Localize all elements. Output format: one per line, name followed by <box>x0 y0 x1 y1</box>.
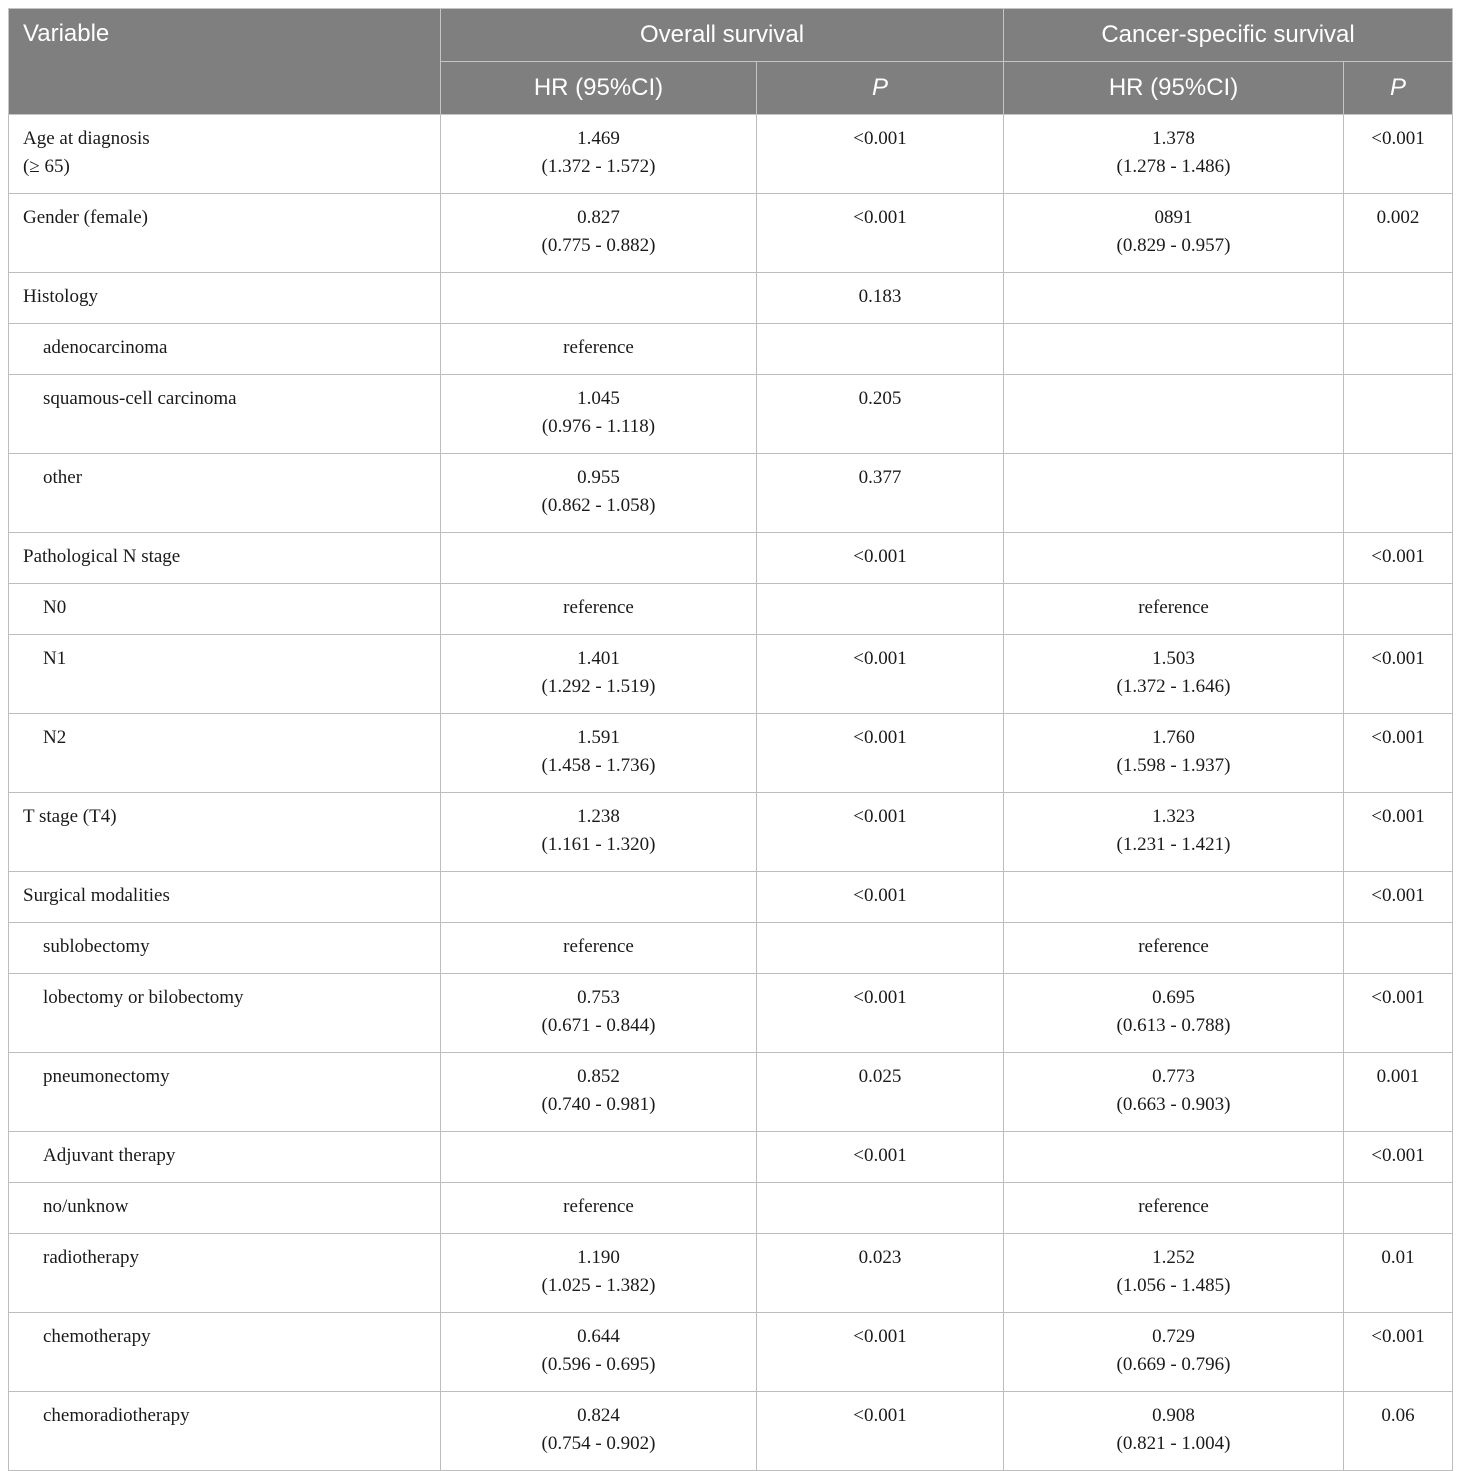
cell-css-p <box>1344 533 1453 584</box>
cell-os-hr <box>441 872 757 923</box>
cell-os-p <box>757 375 1004 454</box>
os-hr-value: 1.238 <box>577 806 620 827</box>
css-p-value: <0.001 <box>1371 727 1425 748</box>
cell-css-hr <box>1004 923 1344 974</box>
os-p-value: <0.001 <box>853 1405 907 1426</box>
os-ci-value: (1.292 - 1.519) <box>541 676 656 697</box>
table-row <box>9 1132 1453 1183</box>
table-row <box>9 974 1453 1053</box>
os-p-value: <0.001 <box>853 1145 907 1166</box>
cell-os-p <box>757 194 1004 273</box>
variable-label: Surgical modalities <box>23 885 170 906</box>
cell-css-hr <box>1004 273 1344 324</box>
cell-css-hr <box>1004 194 1344 273</box>
cell-css-p <box>1344 974 1453 1053</box>
css-ci-value: (0.663 - 0.903) <box>1116 1094 1231 1115</box>
cell-os-p <box>757 974 1004 1053</box>
os-hr-value: 0.852 <box>577 1066 620 1087</box>
cell-css-p <box>1344 454 1453 533</box>
os-ci-value: (1.458 - 1.736) <box>541 755 656 776</box>
cell-css-p <box>1344 273 1453 324</box>
os-p-value: <0.001 <box>853 885 907 906</box>
os-ci-value: (0.775 - 0.882) <box>541 235 656 256</box>
cell-os-p <box>757 115 1004 194</box>
cell-os-hr <box>441 1132 757 1183</box>
cell-css-hr <box>1004 974 1344 1053</box>
os-hr-value: 1.190 <box>577 1247 620 1268</box>
os-ci-value: (0.754 - 0.902) <box>541 1433 656 1454</box>
cell-os-p <box>757 1053 1004 1132</box>
cell-variable <box>9 974 441 1053</box>
css-p-value: <0.001 <box>1371 546 1425 567</box>
os-p-value: <0.001 <box>853 987 907 1008</box>
os-ci-value: (0.976 - 1.118) <box>541 416 656 437</box>
cell-variable <box>9 584 441 635</box>
cell-os-p <box>757 1183 1004 1234</box>
cell-css-hr <box>1004 1053 1344 1132</box>
cell-os-hr <box>441 923 757 974</box>
os-p-value: <0.001 <box>853 546 907 567</box>
css-ci-value: (1.278 - 1.486) <box>1116 156 1231 177</box>
css-hr-value: 0.908 <box>1152 1405 1195 1426</box>
table-row <box>9 635 1453 714</box>
cell-css-hr <box>1004 1234 1344 1313</box>
css-hr-value: 0891 <box>1154 207 1193 228</box>
os-p-value: <0.001 <box>853 207 907 228</box>
cell-css-p <box>1344 923 1453 974</box>
table-row <box>9 375 1453 454</box>
os-ci-value: (1.372 - 1.572) <box>541 156 656 177</box>
css-p-value: 0.01 <box>1381 1247 1415 1268</box>
css-p-value: <0.001 <box>1371 1145 1425 1166</box>
css-ci-value: (0.613 - 0.788) <box>1116 1015 1231 1036</box>
cell-variable <box>9 115 441 194</box>
css-hr-value: 0.773 <box>1152 1066 1195 1087</box>
os-ci-value: (0.596 - 0.695) <box>541 1354 656 1375</box>
header-css-hr: HR (95%CI) <box>1004 62 1344 115</box>
cell-css-hr <box>1004 115 1344 194</box>
cell-os-p <box>757 273 1004 324</box>
cell-variable <box>9 1183 441 1234</box>
cell-os-p <box>757 635 1004 714</box>
os-ci-value: (0.740 - 0.981) <box>541 1094 656 1115</box>
table-header <box>9 9 1453 115</box>
os-ci-value: (0.671 - 0.844) <box>541 1015 656 1036</box>
cell-os-hr <box>441 454 757 533</box>
os-hr-value: 0.644 <box>577 1326 620 1347</box>
variable-label: sublobectomy <box>43 936 150 957</box>
variable-label: pneumonectomy <box>43 1066 170 1087</box>
css-p-value: <0.001 <box>1371 1326 1425 1347</box>
header-cancer-specific-survival: Cancer-specific survival <box>1004 9 1453 62</box>
table-row <box>9 324 1453 375</box>
survival-table <box>8 8 1453 1471</box>
variable-label: T stage (T4) <box>23 806 117 827</box>
cell-os-hr <box>441 1053 757 1132</box>
table-row <box>9 454 1453 533</box>
cell-os-hr <box>441 974 757 1053</box>
css-p-value: <0.001 <box>1371 885 1425 906</box>
cell-os-hr <box>441 635 757 714</box>
css-hr-value: 1.378 <box>1152 128 1195 149</box>
os-hr-value: reference <box>563 597 634 618</box>
css-ci-value: (1.372 - 1.646) <box>1116 676 1231 697</box>
cell-os-hr <box>441 375 757 454</box>
header-overall-survival: Overall survival <box>441 9 1004 62</box>
cell-css-hr <box>1004 533 1344 584</box>
css-hr-value: 0.729 <box>1152 1326 1195 1347</box>
css-hr-value: 1.503 <box>1152 648 1195 669</box>
os-hr-value: 1.401 <box>577 648 620 669</box>
cell-css-hr <box>1004 375 1344 454</box>
cell-os-p <box>757 324 1004 375</box>
variable-label: Adjuvant therapy <box>43 1145 176 1166</box>
table-row <box>9 793 1453 872</box>
table-row <box>9 533 1453 584</box>
cell-os-hr <box>441 584 757 635</box>
cell-css-hr <box>1004 1183 1344 1234</box>
cell-os-hr <box>441 714 757 793</box>
css-hr-value: 1.323 <box>1152 806 1195 827</box>
css-p-value: 0.06 <box>1381 1405 1415 1426</box>
table-row <box>9 1313 1453 1392</box>
cell-css-p <box>1344 115 1453 194</box>
cell-os-hr <box>441 324 757 375</box>
css-p-value: <0.001 <box>1371 648 1425 669</box>
os-p-value: <0.001 <box>853 128 907 149</box>
os-hr-value: 1.591 <box>577 727 620 748</box>
cell-css-p <box>1344 714 1453 793</box>
cell-variable <box>9 533 441 584</box>
cell-os-p <box>757 454 1004 533</box>
table-row <box>9 273 1453 324</box>
table-row <box>9 115 1453 194</box>
cell-css-hr <box>1004 635 1344 714</box>
cell-os-p <box>757 1132 1004 1183</box>
variable-label: adenocarcinoma <box>43 337 168 358</box>
os-hr-value: reference <box>563 936 634 957</box>
os-ci-value: (0.862 - 1.058) <box>541 495 656 516</box>
table-row <box>9 1053 1453 1132</box>
cell-os-p <box>757 1234 1004 1313</box>
table-body <box>9 115 1453 1471</box>
css-ci-value: (0.821 - 1.004) <box>1116 1433 1231 1454</box>
cell-os-p <box>757 714 1004 793</box>
os-hr-value: 0.955 <box>577 467 620 488</box>
variable-label: chemotherapy <box>43 1326 151 1347</box>
cell-os-hr <box>441 1313 757 1392</box>
os-p-value: 0.023 <box>858 1247 902 1268</box>
variable-label: N2 <box>43 727 67 748</box>
variable-label: radiotherapy <box>43 1247 140 1268</box>
table-row <box>9 194 1453 273</box>
cell-variable <box>9 273 441 324</box>
cell-variable <box>9 454 441 533</box>
os-hr-value: 0.827 <box>577 207 620 228</box>
cell-css-p <box>1344 1132 1453 1183</box>
css-hr-value: reference <box>1138 597 1209 618</box>
cell-variable <box>9 1313 441 1392</box>
cell-variable <box>9 793 441 872</box>
cell-variable <box>9 923 441 974</box>
css-p-value: <0.001 <box>1371 806 1425 827</box>
variable-label: Age at diagnosis <box>23 128 150 149</box>
cell-os-hr <box>441 533 757 584</box>
cell-os-p <box>757 793 1004 872</box>
os-p-value: 0.377 <box>858 467 902 488</box>
cell-variable <box>9 194 441 273</box>
cell-variable <box>9 635 441 714</box>
os-p-value: <0.001 <box>853 648 907 669</box>
cell-css-hr <box>1004 793 1344 872</box>
cell-variable <box>9 375 441 454</box>
css-p-value: <0.001 <box>1371 128 1425 149</box>
cell-os-hr <box>441 194 757 273</box>
os-p-value: 0.183 <box>858 286 902 307</box>
os-p-value: <0.001 <box>853 1326 907 1347</box>
header-os-p: P <box>757 62 1004 115</box>
header-variable: Variable <box>9 9 441 115</box>
cell-os-p <box>757 584 1004 635</box>
table-container <box>8 8 1453 1471</box>
css-hr-value: 0.695 <box>1152 987 1195 1008</box>
os-ci-value: (1.025 - 1.382) <box>541 1275 656 1296</box>
os-p-value: <0.001 <box>853 727 907 748</box>
os-p-value: <0.001 <box>853 806 907 827</box>
table-row <box>9 584 1453 635</box>
table-row <box>9 1183 1453 1234</box>
cell-css-hr <box>1004 872 1344 923</box>
cell-css-p <box>1344 375 1453 454</box>
variable-sublabel: (≥ 65) <box>23 156 70 177</box>
os-hr-value: reference <box>563 1196 634 1217</box>
css-ci-value: (0.829 - 0.957) <box>1116 235 1231 256</box>
cell-css-p <box>1344 1313 1453 1392</box>
cell-css-p <box>1344 872 1453 923</box>
cell-variable <box>9 1234 441 1313</box>
cell-css-p <box>1344 194 1453 273</box>
os-hr-value: 1.045 <box>577 388 620 409</box>
cell-css-hr <box>1004 1313 1344 1392</box>
header-os-hr: HR (95%CI) <box>441 62 757 115</box>
cell-os-hr <box>441 793 757 872</box>
cell-os-hr <box>441 1234 757 1313</box>
cell-os-hr <box>441 1183 757 1234</box>
cell-css-p <box>1344 1183 1453 1234</box>
cell-variable <box>9 714 441 793</box>
css-p-value: 0.001 <box>1376 1066 1420 1087</box>
cell-css-hr <box>1004 714 1344 793</box>
cell-variable <box>9 1053 441 1132</box>
os-hr-value: 1.469 <box>577 128 620 149</box>
css-ci-value: (1.598 - 1.937) <box>1116 755 1231 776</box>
cell-css-p <box>1344 324 1453 375</box>
cell-os-p <box>757 1313 1004 1392</box>
cell-os-hr <box>441 273 757 324</box>
os-hr-value: 0.753 <box>577 987 620 1008</box>
variable-label: N0 <box>43 597 67 618</box>
os-p-value: 0.025 <box>858 1066 902 1087</box>
css-p-value: 0.002 <box>1376 207 1420 228</box>
cell-css-p <box>1344 1053 1453 1132</box>
cell-css-p <box>1344 793 1453 872</box>
cell-css-p <box>1344 1234 1453 1313</box>
cell-os-hr <box>441 115 757 194</box>
variable-label: no/unknow <box>43 1196 129 1217</box>
cell-variable <box>9 872 441 923</box>
variable-label: Histology <box>23 286 98 307</box>
variable-label: squamous-cell carcinoma <box>43 388 237 409</box>
css-hr-value: 1.252 <box>1152 1247 1195 1268</box>
cell-variable <box>9 1132 441 1183</box>
css-hr-value: 1.760 <box>1152 727 1195 748</box>
cell-variable <box>9 324 441 375</box>
cell-css-hr <box>1004 324 1344 375</box>
cell-css-p <box>1344 584 1453 635</box>
variable-label: N1 <box>43 648 67 669</box>
css-hr-value: reference <box>1138 1196 1209 1217</box>
header-css-p: P <box>1344 62 1453 115</box>
css-hr-value: reference <box>1138 936 1209 957</box>
os-p-value: 0.205 <box>858 388 902 409</box>
cell-css-hr <box>1004 584 1344 635</box>
cell-os-p <box>757 533 1004 584</box>
cell-os-p <box>757 923 1004 974</box>
table-row <box>9 714 1453 793</box>
css-ci-value: (1.056 - 1.485) <box>1116 1275 1231 1296</box>
variable-label: lobectomy or bilobectomy <box>43 987 244 1008</box>
cell-css-hr <box>1004 1132 1344 1183</box>
cell-css-hr <box>1004 454 1344 533</box>
os-hr-value: 0.824 <box>577 1405 620 1426</box>
variable-label: Gender (female) <box>23 207 149 228</box>
os-ci-value: (1.161 - 1.320) <box>541 834 656 855</box>
variable-label: chemoradiotherapy <box>43 1405 190 1426</box>
table-row <box>9 923 1453 974</box>
css-ci-value: (1.231 - 1.421) <box>1116 834 1231 855</box>
variable-label: other <box>43 467 83 488</box>
cell-css-p <box>1344 635 1453 714</box>
os-hr-value: reference <box>563 337 634 358</box>
variable-label: Pathological N stage <box>23 546 181 567</box>
table-row <box>9 1234 1453 1313</box>
cell-os-p <box>757 872 1004 923</box>
table-row <box>9 872 1453 923</box>
css-ci-value: (0.669 - 0.796) <box>1116 1354 1231 1375</box>
css-p-value: <0.001 <box>1371 987 1425 1008</box>
